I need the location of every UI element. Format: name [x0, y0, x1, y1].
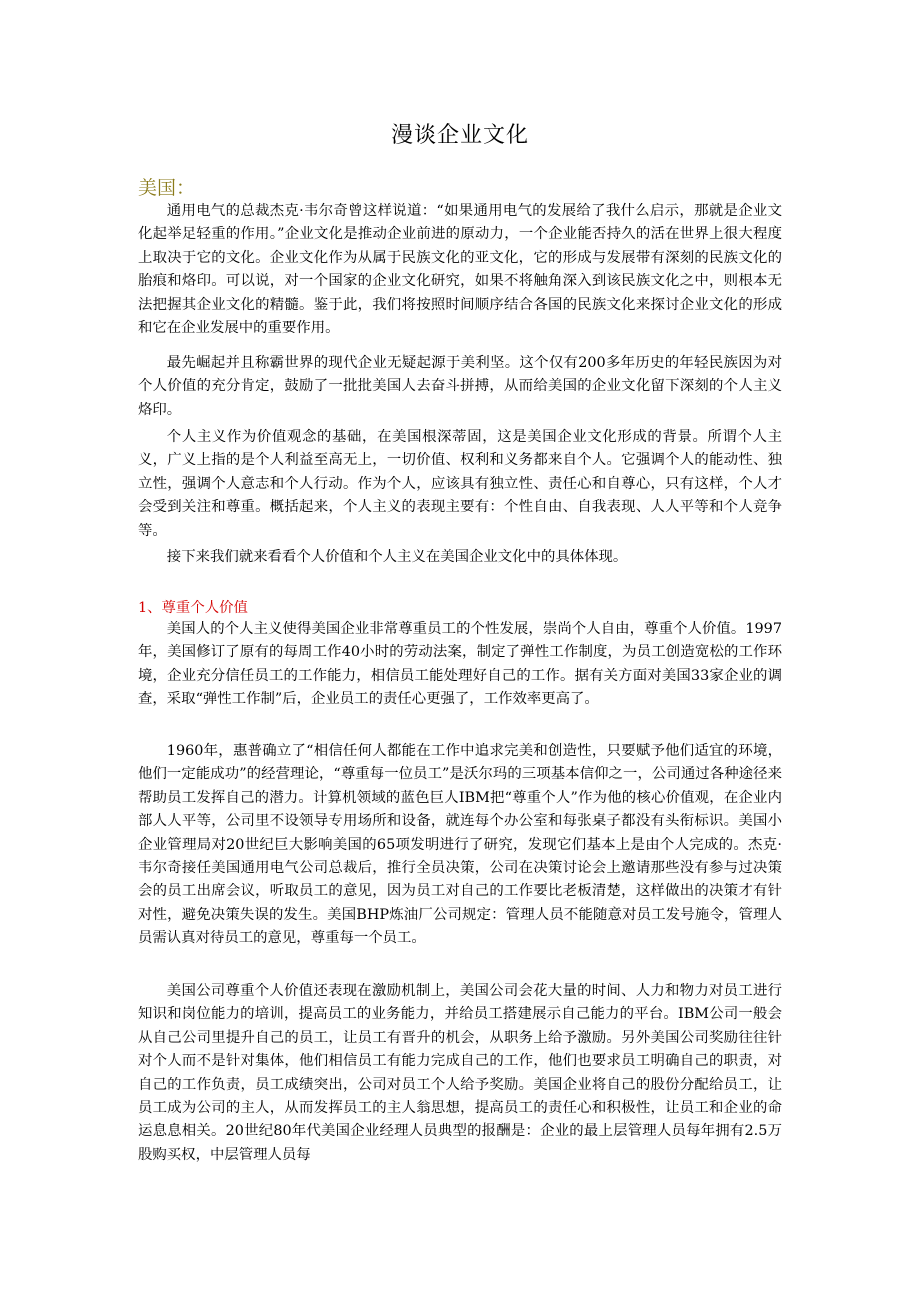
- intro-paragraph-1: 通用电气的总裁杰克·韦尔奇曾这样说道：“如果通用电气的发展给了我什么启示，那就是企业文化起举足轻重的作用。”企业文化是推动企业前进的原动力，一个企业能否持久的活在世界上很大程度上取决于它的文化。企业文化作为从属于民族文化的亚文化，它的形成与发展带有深刻的民族文化的胎痕和烙印。可以说，对一个国家的企业文化研究，如果不将触角深入到该民族文化之中，则根本无法把握其企业文化的精髓。鉴于此，我们将按照时间顺序结合各国的民族文化来探讨企业文化的形成和它在企业发展中的重要作用。: [138, 203, 782, 337]
- section-paragraph-3: 美国公司尊重个人价值还表现在激励机制上，美国公司会花大量的时间、人力和物力对员工进行知识和岗位能力的培训，提高员工的业务能力，并给员工搭建展示自己能力的平台。IBM公司一般会从自己公司里提升自己的员工，让员工有晋升的机会，从职务上给予激励。另外美国公司奖励往往针对个人而不是针对集体，他们相信员工有能力完成自己的工作，他们也要求员工明确自己的职责，对自己的工作负责，员工成绩突出，公司对员工个人给予奖励。美国企业将自己的股份分配给员工，让员工成为公司的主人，从而发挥员工的主人翁思想，提高员工的责任心和积极性，让员工和企业的命运息息相关。20世纪80年代美国企业经理人员典型的报酬是：企业的最上层管理人员每年拥有2.5万股购买权，中层管理人员每: [138, 983, 782, 1163]
- section-heading: 1、尊重个人价值: [138, 600, 248, 616]
- intro-paragraph-4: 接下来我们就来看看个人价值和个人主义在美国企业文化中的具体体现。: [166, 549, 628, 565]
- intro-paragraph-3: 个人主义作为价值观念的基础，在美国根深蒂固，这是美国企业文化形成的背景。所谓个人主义，广义上指的是个人利益至高无上，一切价值、权利和义务都来自个人。它强调个人的能动性、独立性，强调个人意志和个人行动。作为个人，应该具有独立性、责任心和自尊心，只有这样，个人才会受到关注和尊重。概括起来，个人主义的表现主要有：个性自由、自我表现、人人平等和个人竞争等。: [138, 429, 782, 539]
- country-heading: 美国：: [138, 177, 196, 199]
- document-title: 漫谈企业文化: [390, 123, 529, 148]
- section-paragraph-2: 1960年，惠普确立了“相信任何人都能在工作中追求完美和创造性，只要赋予他们适宜的环境，他们一定能成功”的经营理论，“尊重每一位员工”是沃尔玛的三项基本信仰之一，公司通过各种途径来帮助员工发挥自己的潜力。计算机领域的蓝色巨人IBM把“尊重个人”作为他的核心价值观，在企业内部人人平等，公司里不设领导专用场所和设备，就连每个办公室和每张桌子都没有头衔标识。美国小企业管理局对20世纪巨大影响美国的65项发明进行了研究，发现它们基本上是由个人完成的。杰克·韦尔奇接任美国通用电气公司总裁后，推行全员决策，公司在决策讨论会上邀请那些没有参与过决策会的员工出席会议，听取员工的意见，因为员工对自己的工作要比老板清楚，这样做出的决策才有针对性，避免决策失误的发生。美国BHP炼油厂公司规定：管理人员不能随意对员工发号施令，管理人员需认真对待员工的意见，尊重每一个员工。: [138, 743, 782, 947]
- section-paragraph-1: 美国人的个人主义使得美国企业非常尊重员工的个性发展，崇尚个人自由，尊重个人价值。1997年，美国修订了原有的每周工作40小时的劳动法案，制定了弹性工作制度，为员工创造宽松的工作环境，企业充分信任员工的工作能力，相信员工能处理好自己的工作。据有关方面对美国33家企业的调查，采取“弹性工作制”后，企业员工的责任心更强了，工作效率更高了。: [138, 621, 782, 708]
- intro-paragraph-2: 最先崛起并且称霸世界的现代企业无疑起源于美利坚。这个仅有200多年历史的年轻民族因为对个人价值的充分肯定，鼓励了一批批美国人去奋斗拼搏，从而给美国的企业文化留下深刻的个人主义烙印。: [138, 355, 782, 418]
